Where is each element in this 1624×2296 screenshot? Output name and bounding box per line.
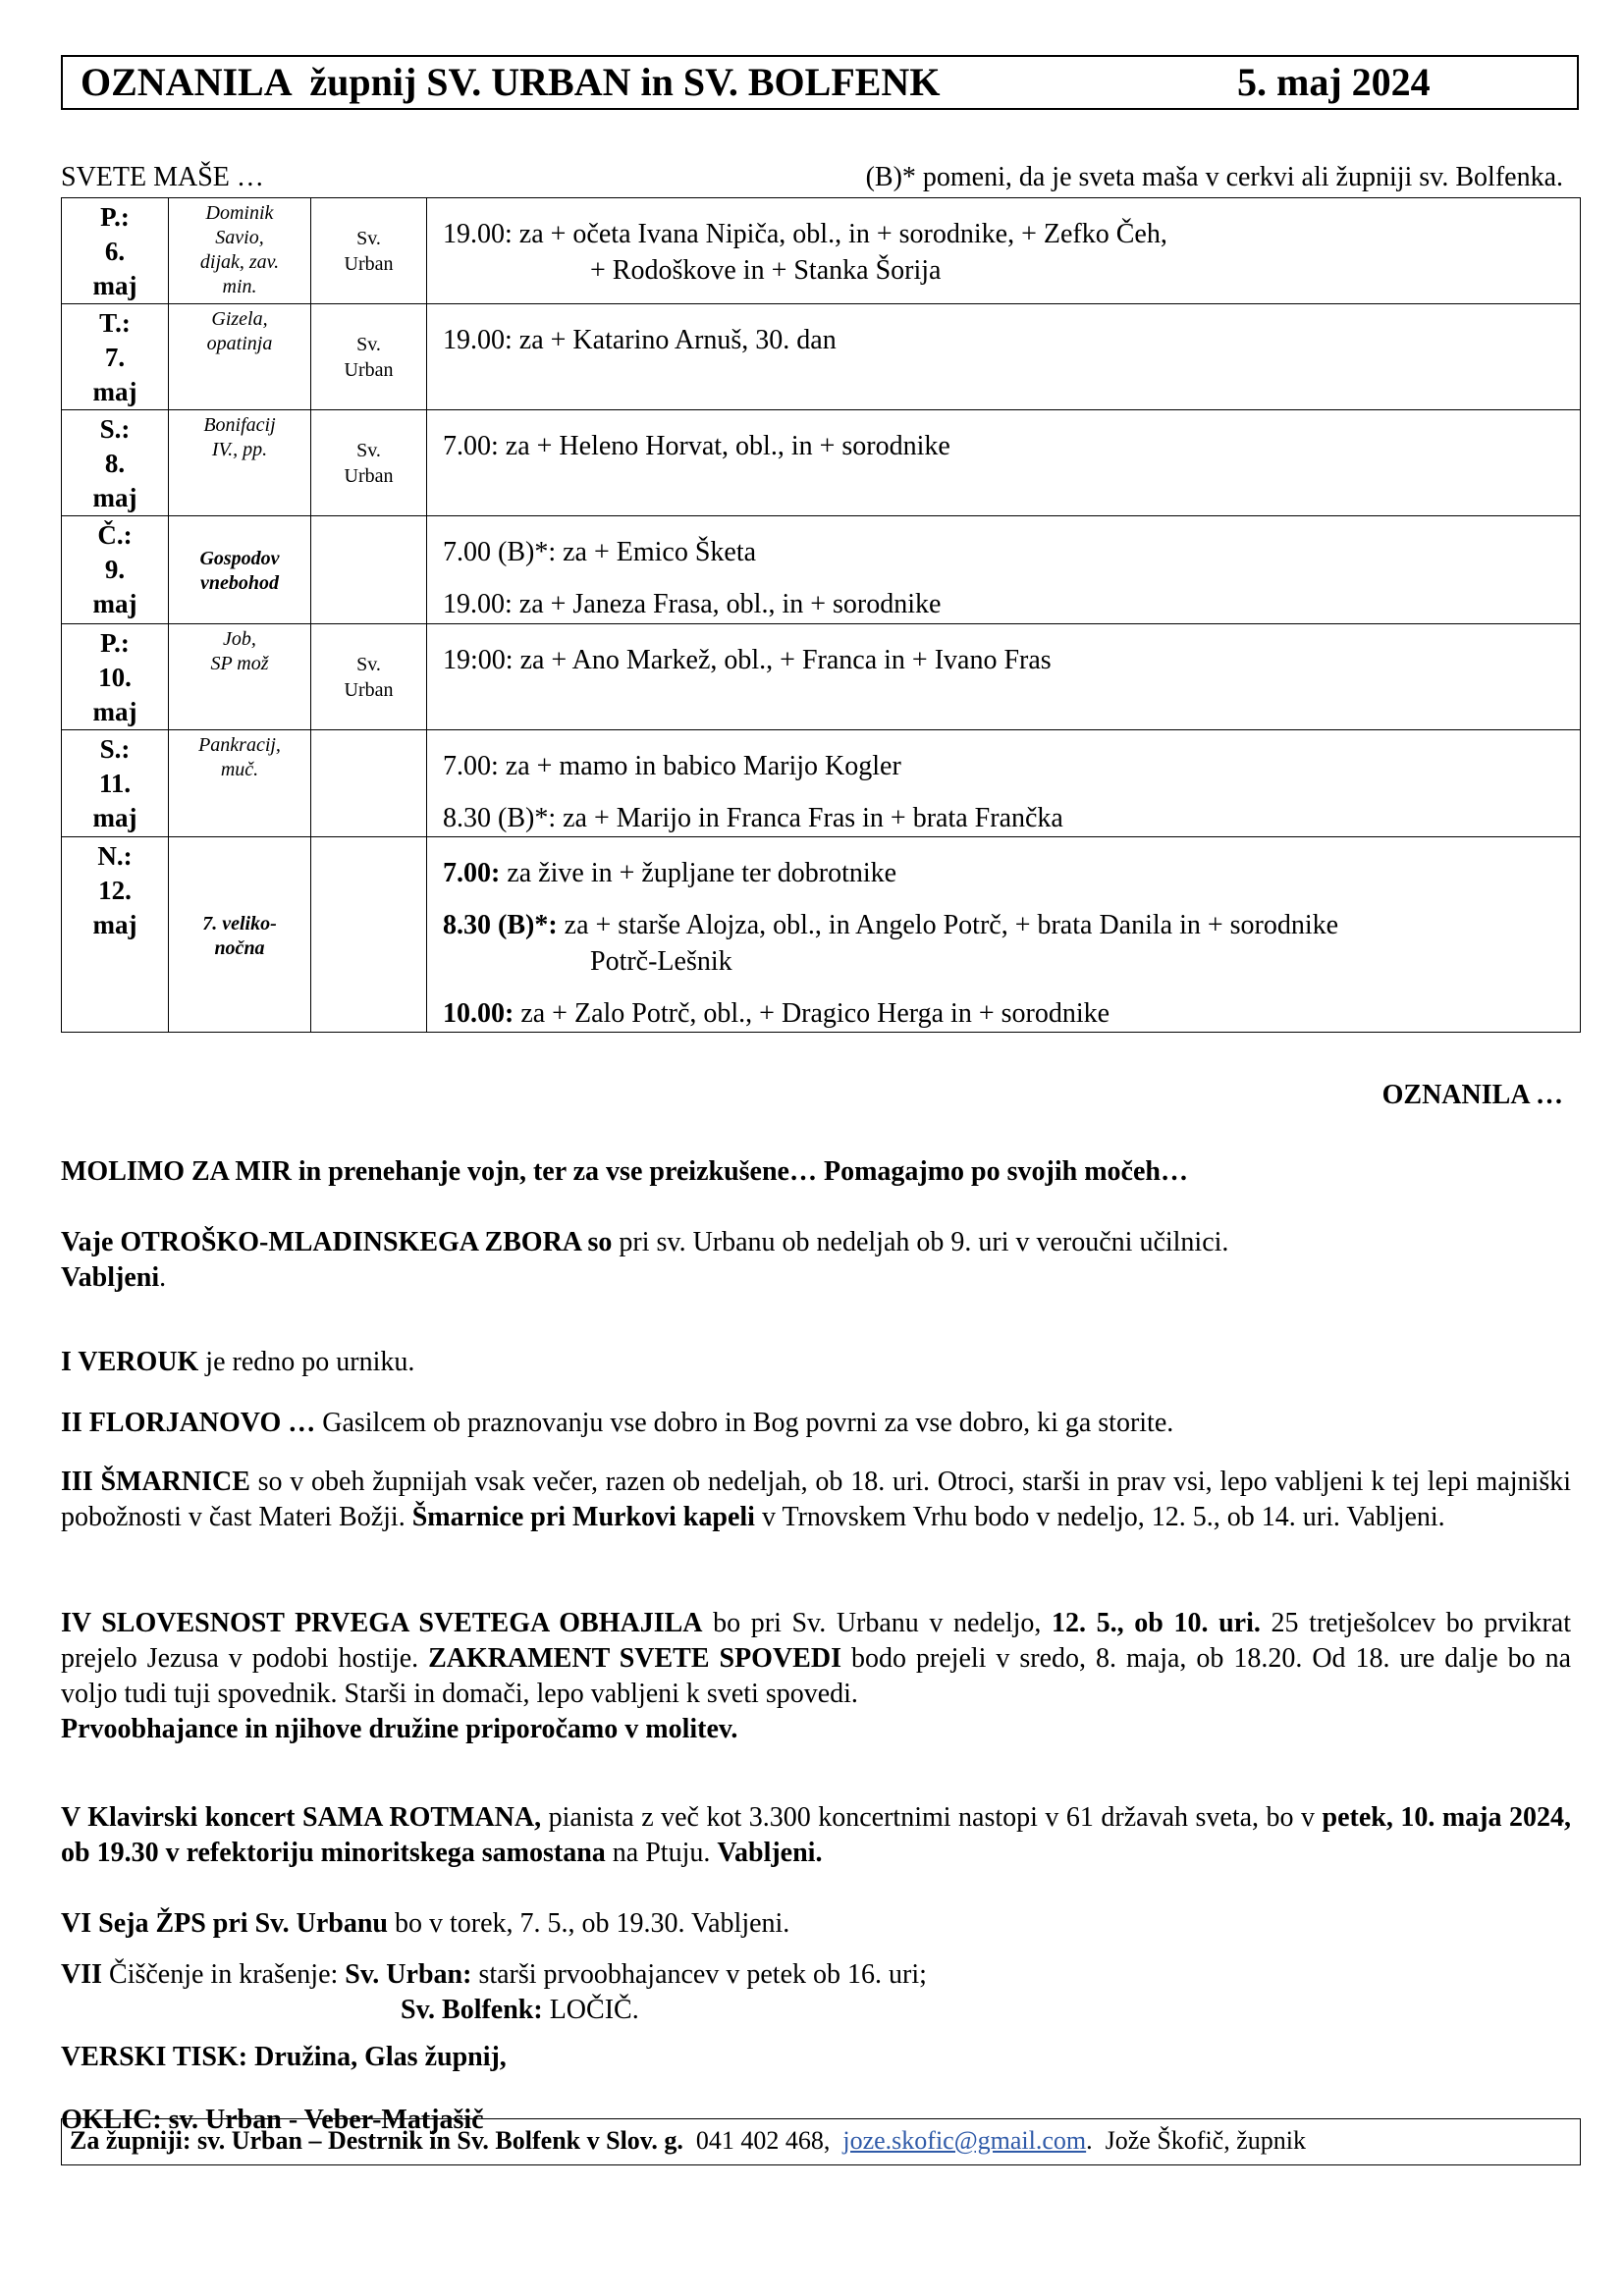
announcement-v-piano-concert: V Klavirski koncert SAMA ROTMANA, pianista z več kot 3.300 koncertnimi nastopi v 61 državah sveta, bo v petek, 10. maja 2024, ob 19.30 v refektoriju minoritskega samostana na Ptuju. Vabljeni.	[61, 1802, 1571, 1868]
mass-intention: za + Janeza Frasa, obl., in + sorodnike	[512, 589, 942, 619]
place-cell	[311, 198, 427, 304]
day-month: maj	[92, 803, 137, 832]
day-day-num: 7.	[104, 343, 126, 372]
announcement-iii-marian-devotion: III ŠMARNICE so v obeh župnijah vsak večer, razen ob nedeljah, ob 18. uri. Otroci, starši in prav vsi, lepo vabljeni k tej lepi majniški pobožnosti v čast Materi Božji. Šmarnice pri Murkovi kapeli v Trnovskem Vrhu bodo v nedeljo, 12. 5., ob 14. uri. Vabljeni.	[61, 1467, 1571, 1532]
day-month: maj	[92, 910, 137, 939]
masses-cell	[427, 516, 1581, 624]
day-day-abbr: S.:	[99, 734, 131, 764]
mass-intention: za + očeta Ivana Nipiča, obl., in + sorodnike, + Zefko Čeh,	[512, 219, 1167, 249]
saint-line: IV., pp.	[211, 439, 268, 460]
place-cell	[311, 410, 427, 516]
mass-intention: za + Katarino Arnuš, 30. dan	[512, 325, 837, 355]
day-day-abbr: P.:	[100, 628, 130, 658]
mass-time: 19:00:	[443, 645, 514, 675]
mass-time: 10.00:	[443, 998, 514, 1029]
footer-phone: 041 402 468,	[695, 2126, 831, 2155]
mass-intention: za + starše Alojza, obl., in Angelo Potrč, + brata Danila in + sorodnike	[557, 910, 1339, 940]
day-day-abbr: T.:	[99, 308, 131, 338]
saint-line: Dominik	[205, 202, 274, 224]
day-day-abbr: N.:	[97, 841, 133, 871]
saint-cell	[169, 730, 311, 837]
place-line: Sv.	[356, 333, 381, 355]
footer-email-link[interactable]: joze.skofic@gmail.com	[842, 2126, 1087, 2155]
day-cell	[62, 837, 169, 1033]
mass-time: 7.00:	[443, 431, 499, 461]
place-cell	[311, 624, 427, 730]
saint-line: Gizela,	[211, 308, 268, 330]
masses-heading: SVETE MAŠE …	[61, 162, 264, 192]
saint-line: SP mož	[210, 653, 269, 674]
mass-time: 8.30 (B)*:	[443, 803, 557, 833]
mass-intention-continued: Potrč-Lešnik	[590, 946, 732, 977]
place-cell	[311, 730, 427, 837]
masses-cell	[427, 410, 1581, 516]
mass-entry	[443, 748, 1580, 784]
mass-entry	[443, 586, 1580, 622]
day-day-abbr: S.:	[99, 414, 131, 444]
announcement-choir: Vaje OTROŠKO-MLADINSKEGA ZBORA so pri sv. Urbanu ob nedeljah ob 9. uri v veroučni učilnici. Vabljeni.	[61, 1227, 1229, 1293]
mass-intention: za + Ano Markež, obl., + Franca in + Ivano Fras	[513, 645, 1052, 675]
mass-row	[62, 730, 1581, 837]
mass-row	[62, 304, 1581, 410]
mass-intention: za + Zalo Potrč, obl., + Dragico Herga in + sorodnike	[514, 998, 1110, 1029]
saint-line: nočna	[214, 936, 265, 959]
place-cell	[311, 304, 427, 410]
day-day-num: 10.	[98, 663, 132, 692]
saint-line: min.	[222, 276, 257, 297]
mass-entry	[443, 534, 1580, 570]
mass-intention: za + Marijo in Franca Fras in + brata Frančka	[556, 803, 1063, 833]
mass-entry	[443, 907, 1580, 943]
day-cell	[62, 198, 169, 304]
mass-entry	[443, 642, 1580, 678]
place-line: Urban	[344, 464, 394, 487]
mass-entry	[443, 855, 1580, 891]
day-cell	[62, 730, 169, 837]
announcement-i-catechism: I VEROUK je redno po urniku.	[61, 1347, 415, 1377]
mass-row	[62, 837, 1581, 1033]
saint-line: Bonifacij	[203, 414, 276, 436]
mass-entry	[443, 800, 1580, 836]
announcements-title: OZNANILA …	[1381, 1080, 1563, 1110]
saint-line: Job,	[223, 628, 256, 650]
masses-legend: (B)* pomeni, da je sveta maša v cerkvi ali župniji sv. Bolfenka.	[865, 162, 1563, 192]
announcement-peace: MOLIMO ZA MIR in prenehanje vojn, ter za vse preizkušene… Pomagajmo po svojih močeh…	[61, 1156, 1188, 1187]
day-day-num: 6.	[104, 237, 126, 266]
day-month: maj	[92, 377, 137, 406]
mass-row	[62, 516, 1581, 624]
masses-cell	[427, 730, 1581, 837]
place-line: Sv.	[356, 227, 381, 249]
masses-cell	[427, 837, 1581, 1033]
mass-time: 8.30 (B)*:	[443, 910, 558, 940]
day-day-num: 12.	[98, 876, 132, 905]
footer-contact: Za župniji: sv. Urban – Destrnik in Sv. Bolfenk v Slov. g. 041 402 468, joze.skofic@gmail.com. Jože Škofič, župnik	[61, 2118, 1581, 2165]
mass-schedule-table	[61, 197, 1581, 1033]
day-day-num: 9.	[104, 555, 126, 584]
footer-pastor: Jože Škofič, župnik	[1105, 2126, 1306, 2155]
mass-row	[62, 198, 1581, 304]
saint-cell	[169, 304, 311, 410]
mass-entry	[443, 216, 1580, 252]
announcement-vi-council: VI Seja ŽPS pri Sv. Urbanu bo v torek, 7. 5., ob 19.30. Vabljeni.	[61, 1908, 790, 1939]
day-day-num: 8.	[104, 449, 126, 478]
mass-intention-continued: + Rodoškove in + Stanka Šorija	[590, 255, 942, 286]
saint-line: Pankracij,	[198, 734, 281, 756]
announcement-ii-florjan: II FLORJANOVO … Gasilcem ob praznovanju vse dobro in Bog povrni za vse dobro, ki ga storite.	[61, 1408, 1174, 1438]
place-line: Sv.	[356, 439, 381, 461]
mass-intention: za + mamo in babico Marijo Kogler	[498, 751, 901, 781]
day-day-abbr: P.:	[100, 202, 130, 232]
mass-intention: za + Emico Šketa	[556, 537, 757, 567]
bulletin-title: OZNANILA župnij SV. URBAN in SV. BOLFENK	[81, 60, 941, 104]
saint-line: Savio,	[215, 227, 264, 248]
saint-cell	[169, 198, 311, 304]
mass-entry	[443, 428, 1580, 464]
place-line: Urban	[344, 252, 394, 275]
day-month: maj	[92, 697, 137, 726]
saint-line: 7. veliko-	[202, 912, 277, 934]
saint-line: Gospodov	[199, 548, 280, 569]
day-month: maj	[92, 271, 137, 300]
saint-line: dijak, zav.	[199, 251, 280, 273]
day-cell	[62, 516, 169, 624]
masses-cell	[427, 198, 1581, 304]
saint-line: muč.	[220, 759, 259, 780]
place-line: Urban	[344, 678, 394, 701]
mass-time: 19.00:	[443, 325, 513, 355]
masses-cell	[427, 624, 1581, 730]
day-month: maj	[92, 589, 137, 618]
saint-cell	[169, 624, 311, 730]
announcement-religious-press: VERSKI TISK: Družina, Glas župnij,	[61, 2042, 507, 2072]
mass-intention: za žive in + župljane ter dobrotnike	[500, 858, 897, 888]
mass-time: 19.00:	[443, 219, 513, 249]
mass-entry	[443, 995, 1580, 1032]
day-cell	[62, 410, 169, 516]
place-cell	[311, 837, 427, 1033]
place-line: Sv.	[356, 653, 381, 675]
mass-time: 7.00:	[443, 858, 501, 888]
mass-row	[62, 410, 1581, 516]
masses-cell	[427, 304, 1581, 410]
announcement-banns: OKLIC: sv. Urban - Veber-Matjašič	[61, 2105, 484, 2135]
saint-line: opatinja	[206, 333, 273, 354]
mass-entry	[443, 322, 1580, 358]
day-cell	[62, 624, 169, 730]
header-box	[61, 55, 1579, 110]
mass-intention: za + Heleno Horvat, obl., in + sorodnike	[498, 431, 950, 461]
saint-cell	[169, 837, 311, 1033]
mass-row	[62, 624, 1581, 730]
day-cell	[62, 304, 169, 410]
place-line: Urban	[344, 358, 394, 381]
saint-cell	[169, 516, 311, 624]
day-day-num: 11.	[98, 769, 132, 798]
day-day-abbr: Č.:	[97, 520, 133, 550]
mass-time: 7.00 (B)*:	[443, 537, 557, 567]
saint-cell	[169, 410, 311, 516]
mass-time: 7.00:	[443, 751, 499, 781]
announcement-vii-cleaning: VII Čiščenje in krašenje: Sv. Urban: starši prvoobhajancev v petek ob 16. uri; Sv. Bolfenk: LOČIČ.	[61, 1959, 927, 2025]
place-cell	[311, 516, 427, 624]
bulletin-date: 5. maj 2024	[1237, 60, 1431, 104]
saint-line: vnebohod	[200, 572, 279, 594]
mass-time: 19.00:	[443, 589, 513, 619]
day-month: maj	[92, 483, 137, 512]
announcement-iv-first-communion: IV SLOVESNOST PRVEGA SVETEGA OBHAJILA bo pri Sv. Urbanu v nedeljo, 12. 5., ob 10. uri. 25 tretješolcev bo prvikrat prejelo Jezusa v podobi hostije. ZAKRAMENT SVETE SPOVEDI bodo prejeli v sredo, 8. maja, ob 18.20. Od 18. ure dalje bo na voljo tudi tuji spovednik. Starši in domači, lepo vabljeni k sveti spovedi. Prvoobhajance in njihove družine priporočamo v molitev.	[61, 1608, 1571, 1744]
